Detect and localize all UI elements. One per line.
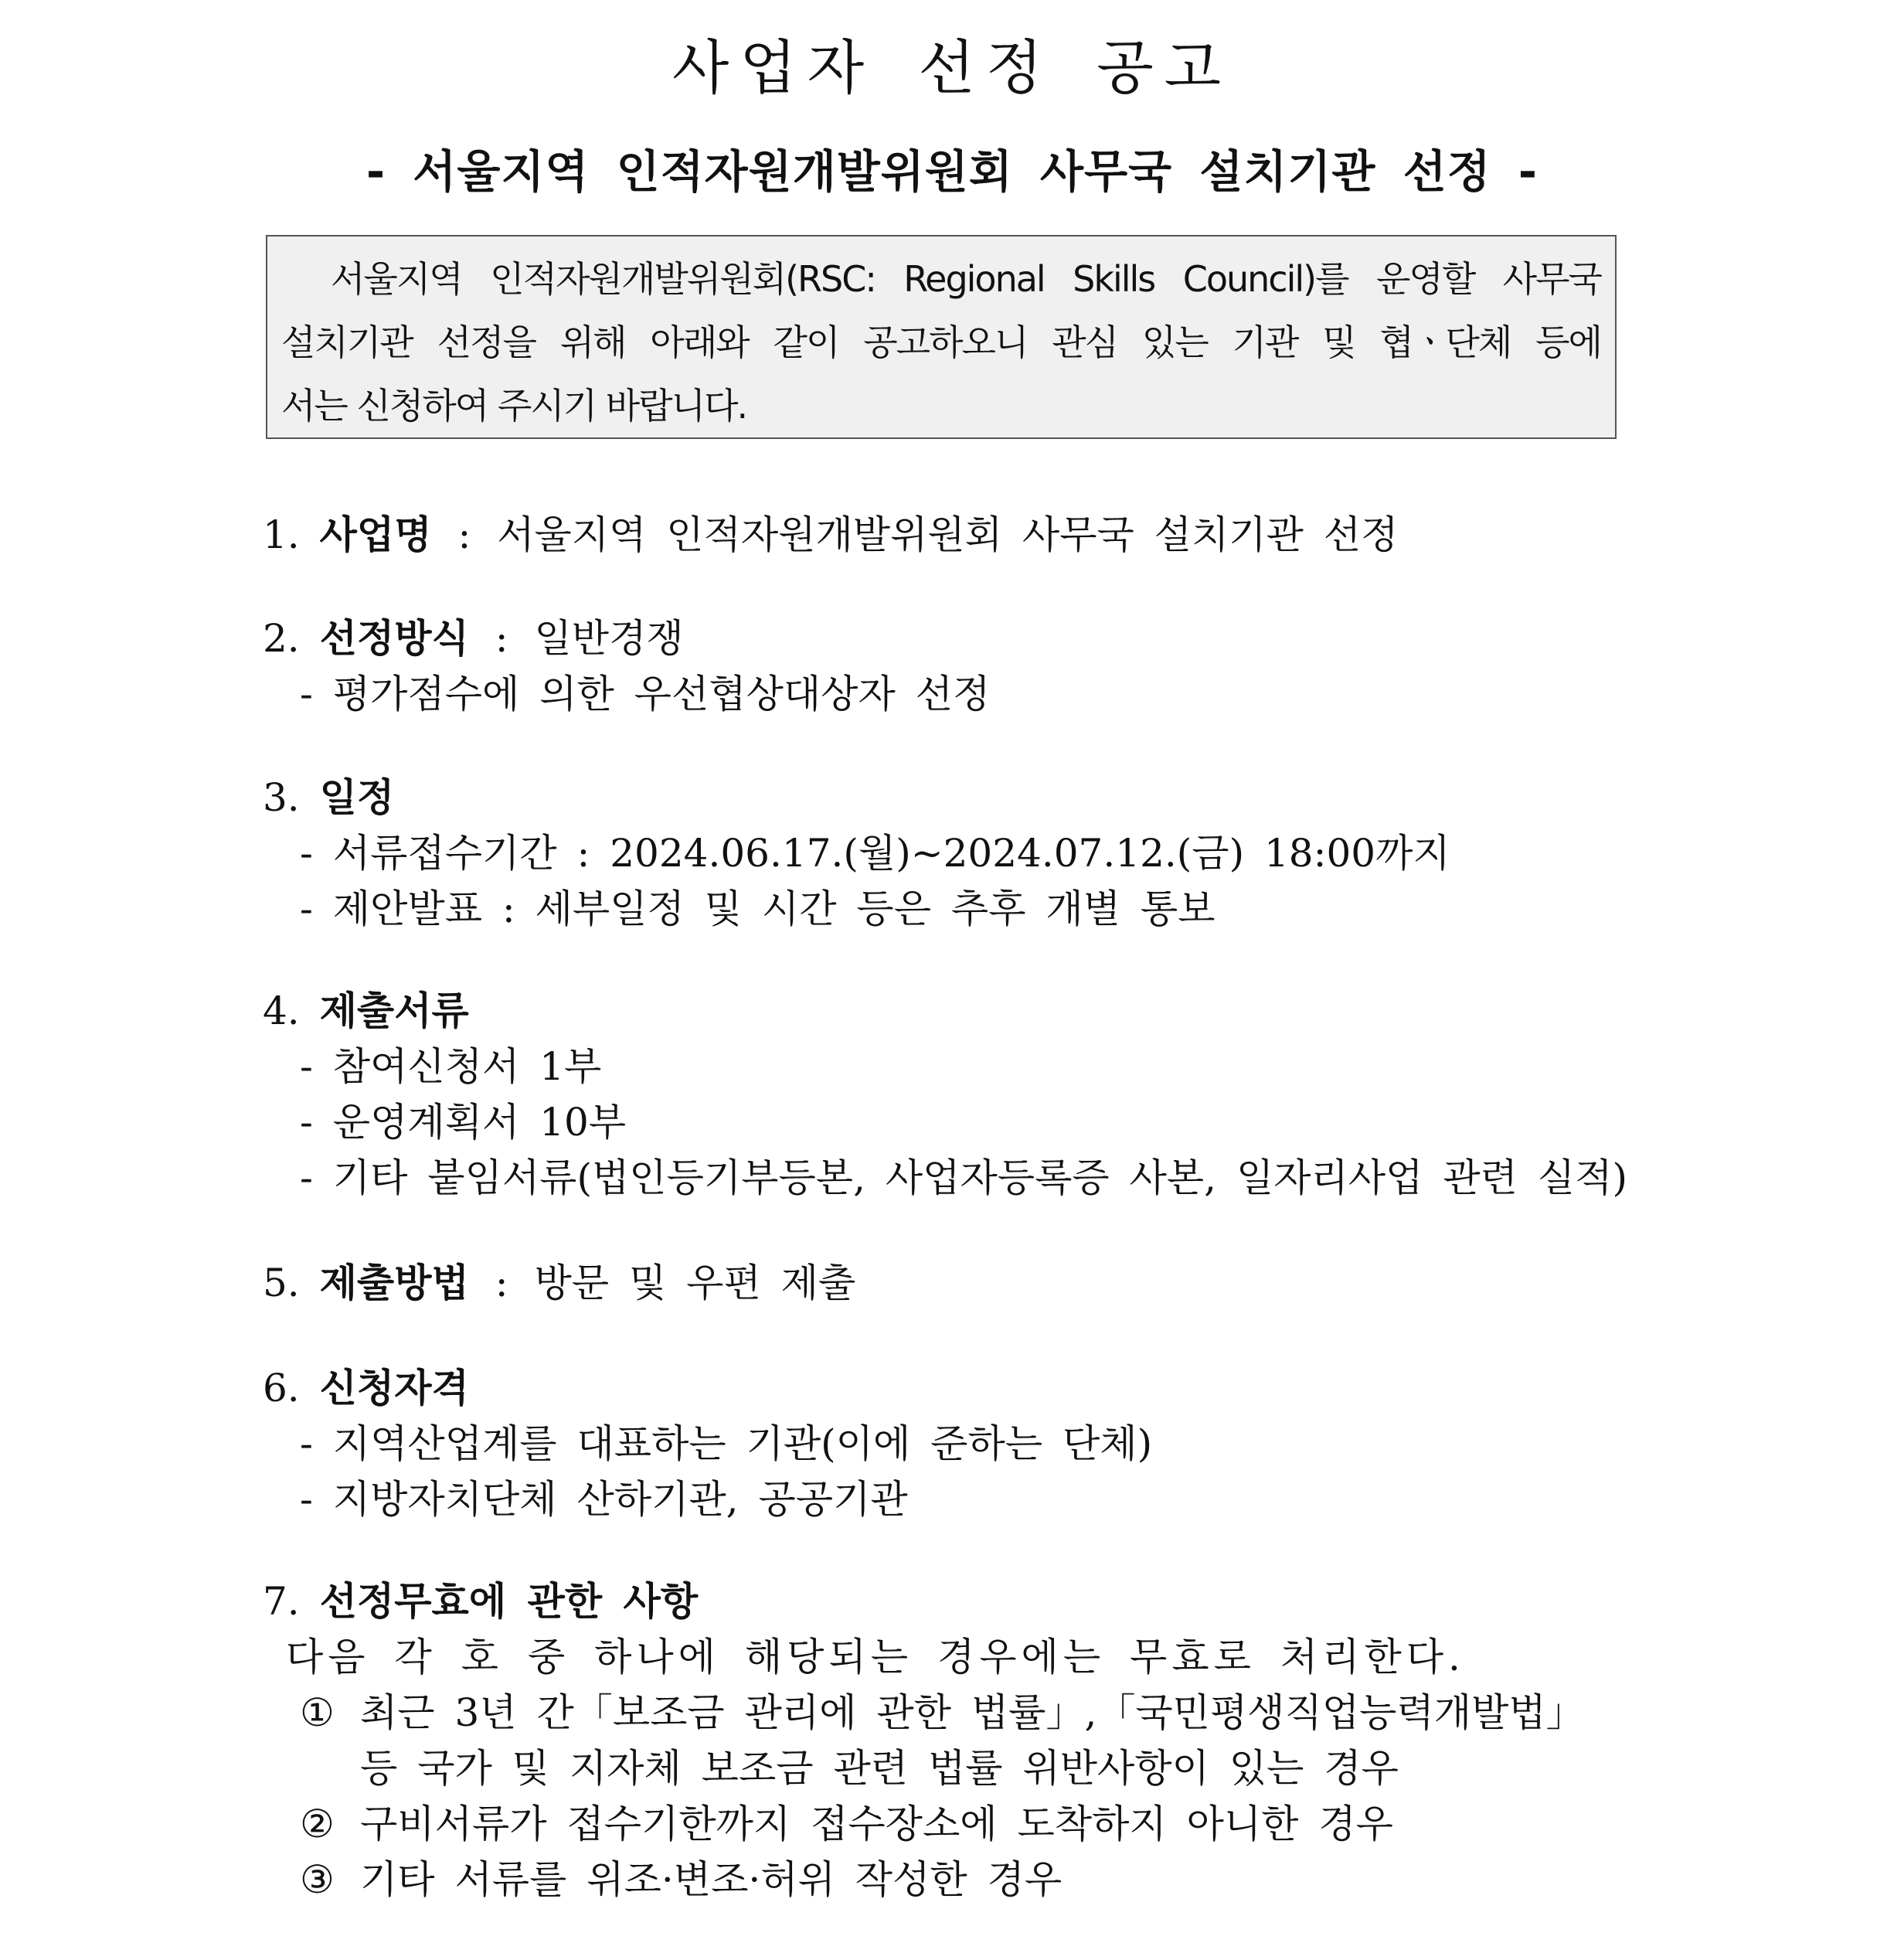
section-colon: : xyxy=(457,512,471,557)
section-heading xyxy=(263,507,1398,563)
section-number: 7. xyxy=(263,1579,300,1624)
section-heading xyxy=(263,1574,1585,1629)
numbered-item xyxy=(263,1685,1585,1741)
section-value: 일반경쟁 xyxy=(534,616,684,661)
section-heading xyxy=(263,1255,855,1311)
section-sub-item: - 기타 붙임서류(법인등기부등본, 사업자등록증 사본, 일자리사업 관련 실적) xyxy=(300,1155,1627,1200)
section-sub-item: - 참여신청서 1부 xyxy=(300,1044,602,1089)
section-label: 제출방법 xyxy=(319,1260,469,1305)
section-number: 1. xyxy=(263,512,300,557)
section-intro: 다음 각 호 중 하나에 해당되는 경우에는 무효로 처리한다. xyxy=(286,1635,1465,1679)
section-number: 5. xyxy=(263,1261,300,1305)
section-sub-item: - 서류접수기간 : 2024.06.17.(월)~2024.07.12.(금) 18:00까지 xyxy=(300,831,1450,876)
notice-line: 서울지역 인적자원개발위원회(RSC: Regional Skills Council)를 운영할 사무국 xyxy=(331,258,1601,300)
section-colon: : xyxy=(495,1261,508,1305)
section-sub-item: - 지방자치단체 산하기관, 공공기관 xyxy=(300,1477,908,1522)
section-sub-item: - 평가점수에 의한 우선협상대상자 선정 xyxy=(300,672,991,716)
item-number: ③ xyxy=(300,1857,335,1902)
section-selection-method xyxy=(263,611,990,722)
section-value: 방문 및 우편 제출 xyxy=(534,1261,856,1305)
numbered-item xyxy=(263,1796,1585,1852)
item-text: 기타 서류를 위조·변조·허위 작성한 경우 xyxy=(360,1857,1062,1902)
section-sub-item: - 지역산업계를 대표하는 기관(이에 준하는 단체) xyxy=(300,1421,1153,1466)
section-heading xyxy=(263,770,1450,825)
section-schedule xyxy=(263,770,1450,937)
section-number: 2. xyxy=(263,616,300,661)
item-number: ② xyxy=(300,1802,335,1846)
section-submission-method xyxy=(263,1255,855,1311)
notice-line: 서는 신청하여 주시기 바랍니다. xyxy=(281,385,747,427)
section-label: 제출서류 xyxy=(319,988,469,1033)
notice-line: 설치기관 선정을 위해 아래와 같이 공고하오니 관심 있는 기관 및 협ㆍ단체 등에 xyxy=(281,322,1601,363)
section-business-name xyxy=(263,507,1398,563)
section-value: 서울지역 인적자원개발위원회 사무국 설치기관 선정 xyxy=(497,512,1399,557)
section-heading xyxy=(263,1360,1152,1416)
section-number: 6. xyxy=(263,1366,300,1410)
section-label: 신청자격 xyxy=(319,1365,469,1410)
section-eligibility xyxy=(263,1360,1152,1527)
section-label: 선정무효에 관한 사항 xyxy=(319,1578,699,1624)
section-heading xyxy=(263,983,1627,1039)
section-sub-item: - 운영계획서 10부 xyxy=(300,1100,627,1145)
section-number: 4. xyxy=(263,989,300,1033)
section-sub-item: - 제안발표 : 세부일정 및 시간 등은 추후 개별 통보 xyxy=(300,886,1216,931)
section-submission-documents xyxy=(263,983,1627,1206)
numbered-item xyxy=(263,1852,1585,1907)
section-label: 일정 xyxy=(319,774,395,820)
page-subtitle: - 서울지역 인적자원개발위원회 사무국 설치기관 선정 - xyxy=(366,145,1538,198)
section-heading xyxy=(263,611,990,666)
item-continuation: 등 국가 및 지자체 보조금 관련 법률 위반사항이 있는 경우 xyxy=(360,1746,1399,1791)
section-colon: : xyxy=(495,616,508,661)
section-number: 3. xyxy=(263,775,300,820)
item-text: 구비서류가 접수기한까지 접수장소에 도착하지 아니한 경우 xyxy=(360,1802,1393,1846)
notice-box xyxy=(266,235,1617,439)
section-label: 선정방식 xyxy=(319,615,469,661)
section-invalidation xyxy=(263,1574,1585,1907)
page-title: 사업자 선정 공고 xyxy=(672,33,1232,102)
section-label: 사업명 xyxy=(319,512,432,557)
item-number: ① xyxy=(300,1690,335,1735)
item-text: 최근 3년 간「보조금 관리에 관한 법률」,「국민평생직업능력개발법」 xyxy=(360,1690,1585,1735)
